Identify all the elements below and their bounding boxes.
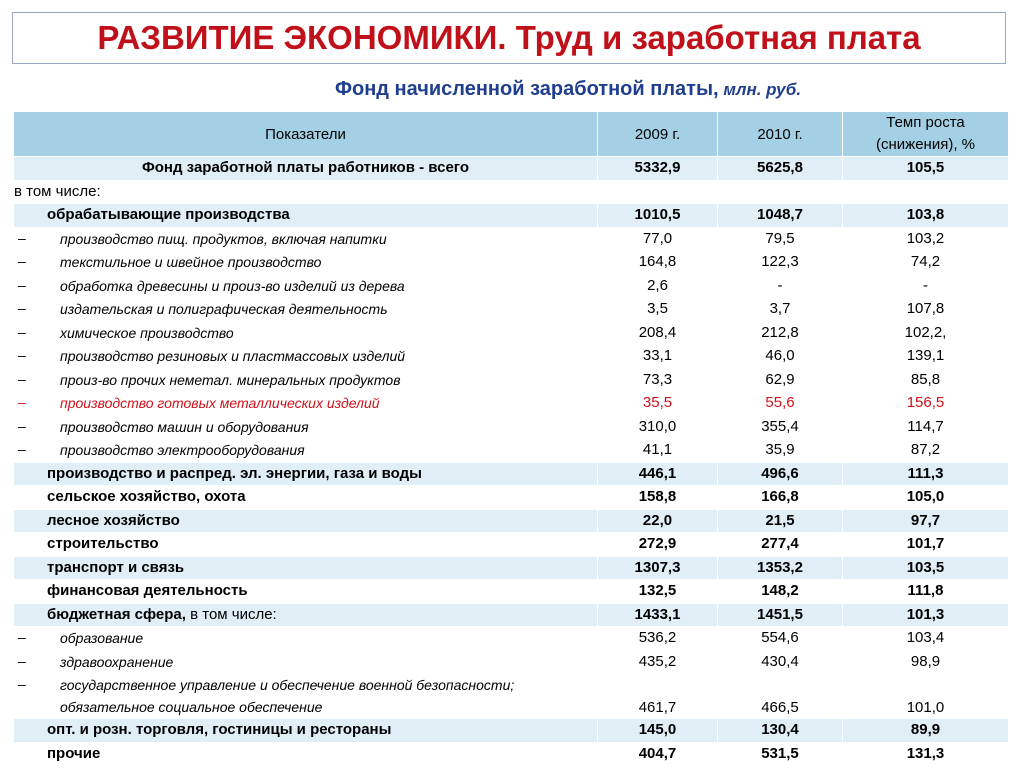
row-label: производство резиновых и пластмассовых изделий <box>60 348 406 365</box>
cell-2010: 130,4 <box>718 719 843 743</box>
row-label: прочие <box>14 742 598 766</box>
cell-2009: 2,6 <box>598 274 718 298</box>
dash-bullet: – <box>18 276 26 293</box>
table-row <box>14 509 1009 533</box>
cell-rate: 87,2 <box>843 439 1009 463</box>
row-label-cell <box>14 650 598 674</box>
dash-bullet: – <box>18 652 26 669</box>
cell-2010: 496,6 <box>718 462 843 486</box>
cell-2010: 531,5 <box>718 742 843 766</box>
row-label: химическое производство <box>60 324 234 341</box>
cell-2010: 430,4 <box>718 650 843 674</box>
cell-2010: 46,0 <box>718 345 843 369</box>
row-label-cell <box>14 321 598 345</box>
cell-rate: 105,0 <box>843 486 1009 510</box>
cell-2009: 446,1 <box>598 462 718 486</box>
cell-rate: 156,5 <box>843 392 1009 416</box>
cell-rate: 105,5 <box>843 157 1009 181</box>
table-row <box>14 674 1009 719</box>
table-row <box>14 533 1009 557</box>
cell-2010: 1048,7 <box>718 204 843 228</box>
cell-2009: 272,9 <box>598 533 718 557</box>
row-label-line2: обязательное социальное обеспечение <box>60 699 323 715</box>
cell-rate: 111,8 <box>843 580 1009 604</box>
cell-2009: 77,0 <box>598 227 718 251</box>
dash-bullet: – <box>18 370 26 387</box>
cell-2009: 310,0 <box>598 415 718 439</box>
cell-2009: 1307,3 <box>598 556 718 580</box>
cell-rate: 103,5 <box>843 556 1009 580</box>
cell-2010: 355,4 <box>718 415 843 439</box>
table-row <box>14 204 1009 228</box>
table-row <box>14 439 1009 463</box>
table-row <box>14 157 1009 181</box>
table-row <box>14 719 1009 743</box>
cell-rate: 98,9 <box>843 650 1009 674</box>
cell-2009: 164,8 <box>598 251 718 275</box>
table-row <box>14 603 1009 627</box>
cell-2009: 35,5 <box>598 392 718 416</box>
cell-2010: 212,8 <box>718 321 843 345</box>
table-row <box>14 650 1009 674</box>
row-label: производство машин и оборудования <box>60 418 309 435</box>
cell-2009: 22,0 <box>598 509 718 533</box>
cell-2010: 1353,2 <box>718 556 843 580</box>
wage-fund-table <box>13 111 1009 766</box>
row-label: обрабатывающие производства <box>14 204 598 228</box>
cell-rate: 139,1 <box>843 345 1009 369</box>
dash-bullet: – <box>18 229 26 246</box>
row-label: образование <box>60 630 144 647</box>
table-row-highlighted <box>14 392 1009 416</box>
header-growth-rate-line2: (снижения), % <box>876 136 975 153</box>
cell-2010: 122,3 <box>718 251 843 275</box>
cell-2009: 33,1 <box>598 345 718 369</box>
table-row <box>14 742 1009 766</box>
row-label-cell <box>14 439 598 463</box>
cell-rate: 107,8 <box>843 298 1009 322</box>
cell-rate: 114,7 <box>843 415 1009 439</box>
row-label: текстильное и швейное производство <box>60 254 322 271</box>
dash-bullet: – <box>18 417 26 434</box>
table-row <box>14 580 1009 604</box>
row-label-suffix: в том числе: <box>185 605 277 623</box>
cell-2009: 41,1 <box>598 439 718 463</box>
cell-rate: 103,2 <box>843 227 1009 251</box>
row-label-cell <box>14 298 598 322</box>
row-label: финансовая деятельность <box>14 580 598 604</box>
table-row <box>14 556 1009 580</box>
table-row <box>14 274 1009 298</box>
row-label: Фонд заработной платы работников - всего <box>14 157 598 181</box>
cell-rate: 101,3 <box>843 603 1009 627</box>
table-subtitle <box>0 78 1024 101</box>
cell-2010: 166,8 <box>718 486 843 510</box>
cell-rate: 97,7 <box>843 509 1009 533</box>
cell-rate: 101,0 <box>843 674 1009 719</box>
cell-2009: 1010,5 <box>598 204 718 228</box>
header-growth-rate-line1: Темп роста <box>886 114 965 131</box>
cell-2010 <box>718 180 843 204</box>
cell-rate: 111,3 <box>843 462 1009 486</box>
dash-bullet: – <box>18 347 26 363</box>
cell-2009 <box>598 180 718 204</box>
cell-2009: 158,8 <box>598 486 718 510</box>
subtitle-main: Фонд начисленной заработной платы, <box>334 78 719 100</box>
cell-2010: 148,2 <box>718 580 843 604</box>
cell-rate: 103,4 <box>843 627 1009 651</box>
cell-rate: 89,9 <box>843 719 1009 743</box>
table-row <box>14 345 1009 369</box>
table-row <box>14 462 1009 486</box>
cell-2010: 277,4 <box>718 533 843 557</box>
row-label: бюджетная сфера, <box>47 605 186 623</box>
cell-rate: 102,2, <box>843 321 1009 345</box>
page-title: РАЗВИТИЕ ЭКОНОМИКИ. Труд и заработная плата <box>97 19 921 56</box>
row-label: производство электрооборудования <box>60 442 305 459</box>
table-row <box>14 415 1009 439</box>
row-label: производство готовых металлических изделий <box>60 395 380 412</box>
cell-rate: 101,7 <box>843 533 1009 557</box>
cell-2010: 466,5 <box>718 674 843 719</box>
header-growth-rate <box>843 112 1009 157</box>
dash-bullet: – <box>18 253 26 269</box>
row-label-cell <box>14 392 598 416</box>
dash-bullet: – <box>18 394 26 410</box>
row-label-cell <box>14 345 598 369</box>
row-label-cell <box>14 274 598 298</box>
cell-rate <box>843 180 1009 204</box>
table-header-row <box>14 112 1009 157</box>
table-row <box>14 321 1009 345</box>
table-row <box>14 298 1009 322</box>
cell-rate: - <box>843 274 1009 298</box>
row-label-cell <box>14 603 598 627</box>
cell-2010: 3,7 <box>718 298 843 322</box>
row-label-cell <box>14 627 598 651</box>
cell-2010: 5625,8 <box>718 157 843 181</box>
row-label-cell <box>14 227 598 251</box>
title-frame <box>12 12 1006 64</box>
subtitle-unit: млн. руб. <box>718 80 802 99</box>
cell-2010: 62,9 <box>718 368 843 392</box>
row-label: здравоохранение <box>60 653 174 670</box>
cell-2010: 79,5 <box>718 227 843 251</box>
row-label-cell <box>14 415 598 439</box>
row-label: лесное хозяйство <box>14 509 598 533</box>
table-row <box>14 180 1009 204</box>
header-indicators: Показатели <box>14 112 598 157</box>
row-label: в том числе: <box>14 180 598 204</box>
cell-2009: 536,2 <box>598 627 718 651</box>
row-label: производство и распред. эл. энергии, газа и воды <box>14 462 598 486</box>
table-row <box>14 627 1009 651</box>
dash-bullet: – <box>18 676 26 692</box>
row-label: строительство <box>14 533 598 557</box>
cell-2010: 1451,5 <box>718 603 843 627</box>
row-label: издательская и полиграфическая деятельность <box>60 301 388 318</box>
cell-2010: 55,6 <box>718 392 843 416</box>
cell-rate: 85,8 <box>843 368 1009 392</box>
row-label-cell <box>14 368 598 392</box>
table-row <box>14 486 1009 510</box>
cell-2009: 5332,9 <box>598 157 718 181</box>
cell-2009: 404,7 <box>598 742 718 766</box>
row-label: государственное управление и обеспечение военной безопасности; <box>60 677 515 693</box>
row-label: сельское хозяйство, охота <box>14 486 598 510</box>
dash-bullet: – <box>18 323 26 340</box>
dash-bullet: – <box>18 629 26 645</box>
row-label: опт. и розн. торговля, гостиницы и рестораны <box>14 719 598 743</box>
row-label-cell <box>14 251 598 275</box>
cell-2009: 73,3 <box>598 368 718 392</box>
table-row <box>14 251 1009 275</box>
cell-2009: 3,5 <box>598 298 718 322</box>
table-row <box>14 368 1009 392</box>
cell-2010: 35,9 <box>718 439 843 463</box>
cell-2010: - <box>718 274 843 298</box>
header-2009: 2009 г. <box>598 112 718 157</box>
row-label: производство пищ. продуктов, включая напитки <box>60 230 387 247</box>
cell-2009: 461,7 <box>598 674 718 719</box>
row-label-cell <box>14 674 598 719</box>
row-label: обработка древесины и произ-во изделий из дерева <box>60 277 405 294</box>
header-2010: 2010 г. <box>718 112 843 157</box>
row-label: произ-во прочих неметал. минеральных продуктов <box>60 371 401 388</box>
cell-rate: 103,8 <box>843 204 1009 228</box>
cell-2009: 145,0 <box>598 719 718 743</box>
cell-rate: 131,3 <box>843 742 1009 766</box>
dash-bullet: – <box>18 300 26 316</box>
cell-2009: 208,4 <box>598 321 718 345</box>
cell-2010: 21,5 <box>718 509 843 533</box>
cell-2009: 435,2 <box>598 650 718 674</box>
row-label: транспорт и связь <box>14 556 598 580</box>
cell-2009: 132,5 <box>598 580 718 604</box>
cell-2009: 1433,1 <box>598 603 718 627</box>
table-row <box>14 227 1009 251</box>
dash-bullet: – <box>18 441 26 457</box>
cell-rate: 74,2 <box>843 251 1009 275</box>
cell-2010: 554,6 <box>718 627 843 651</box>
